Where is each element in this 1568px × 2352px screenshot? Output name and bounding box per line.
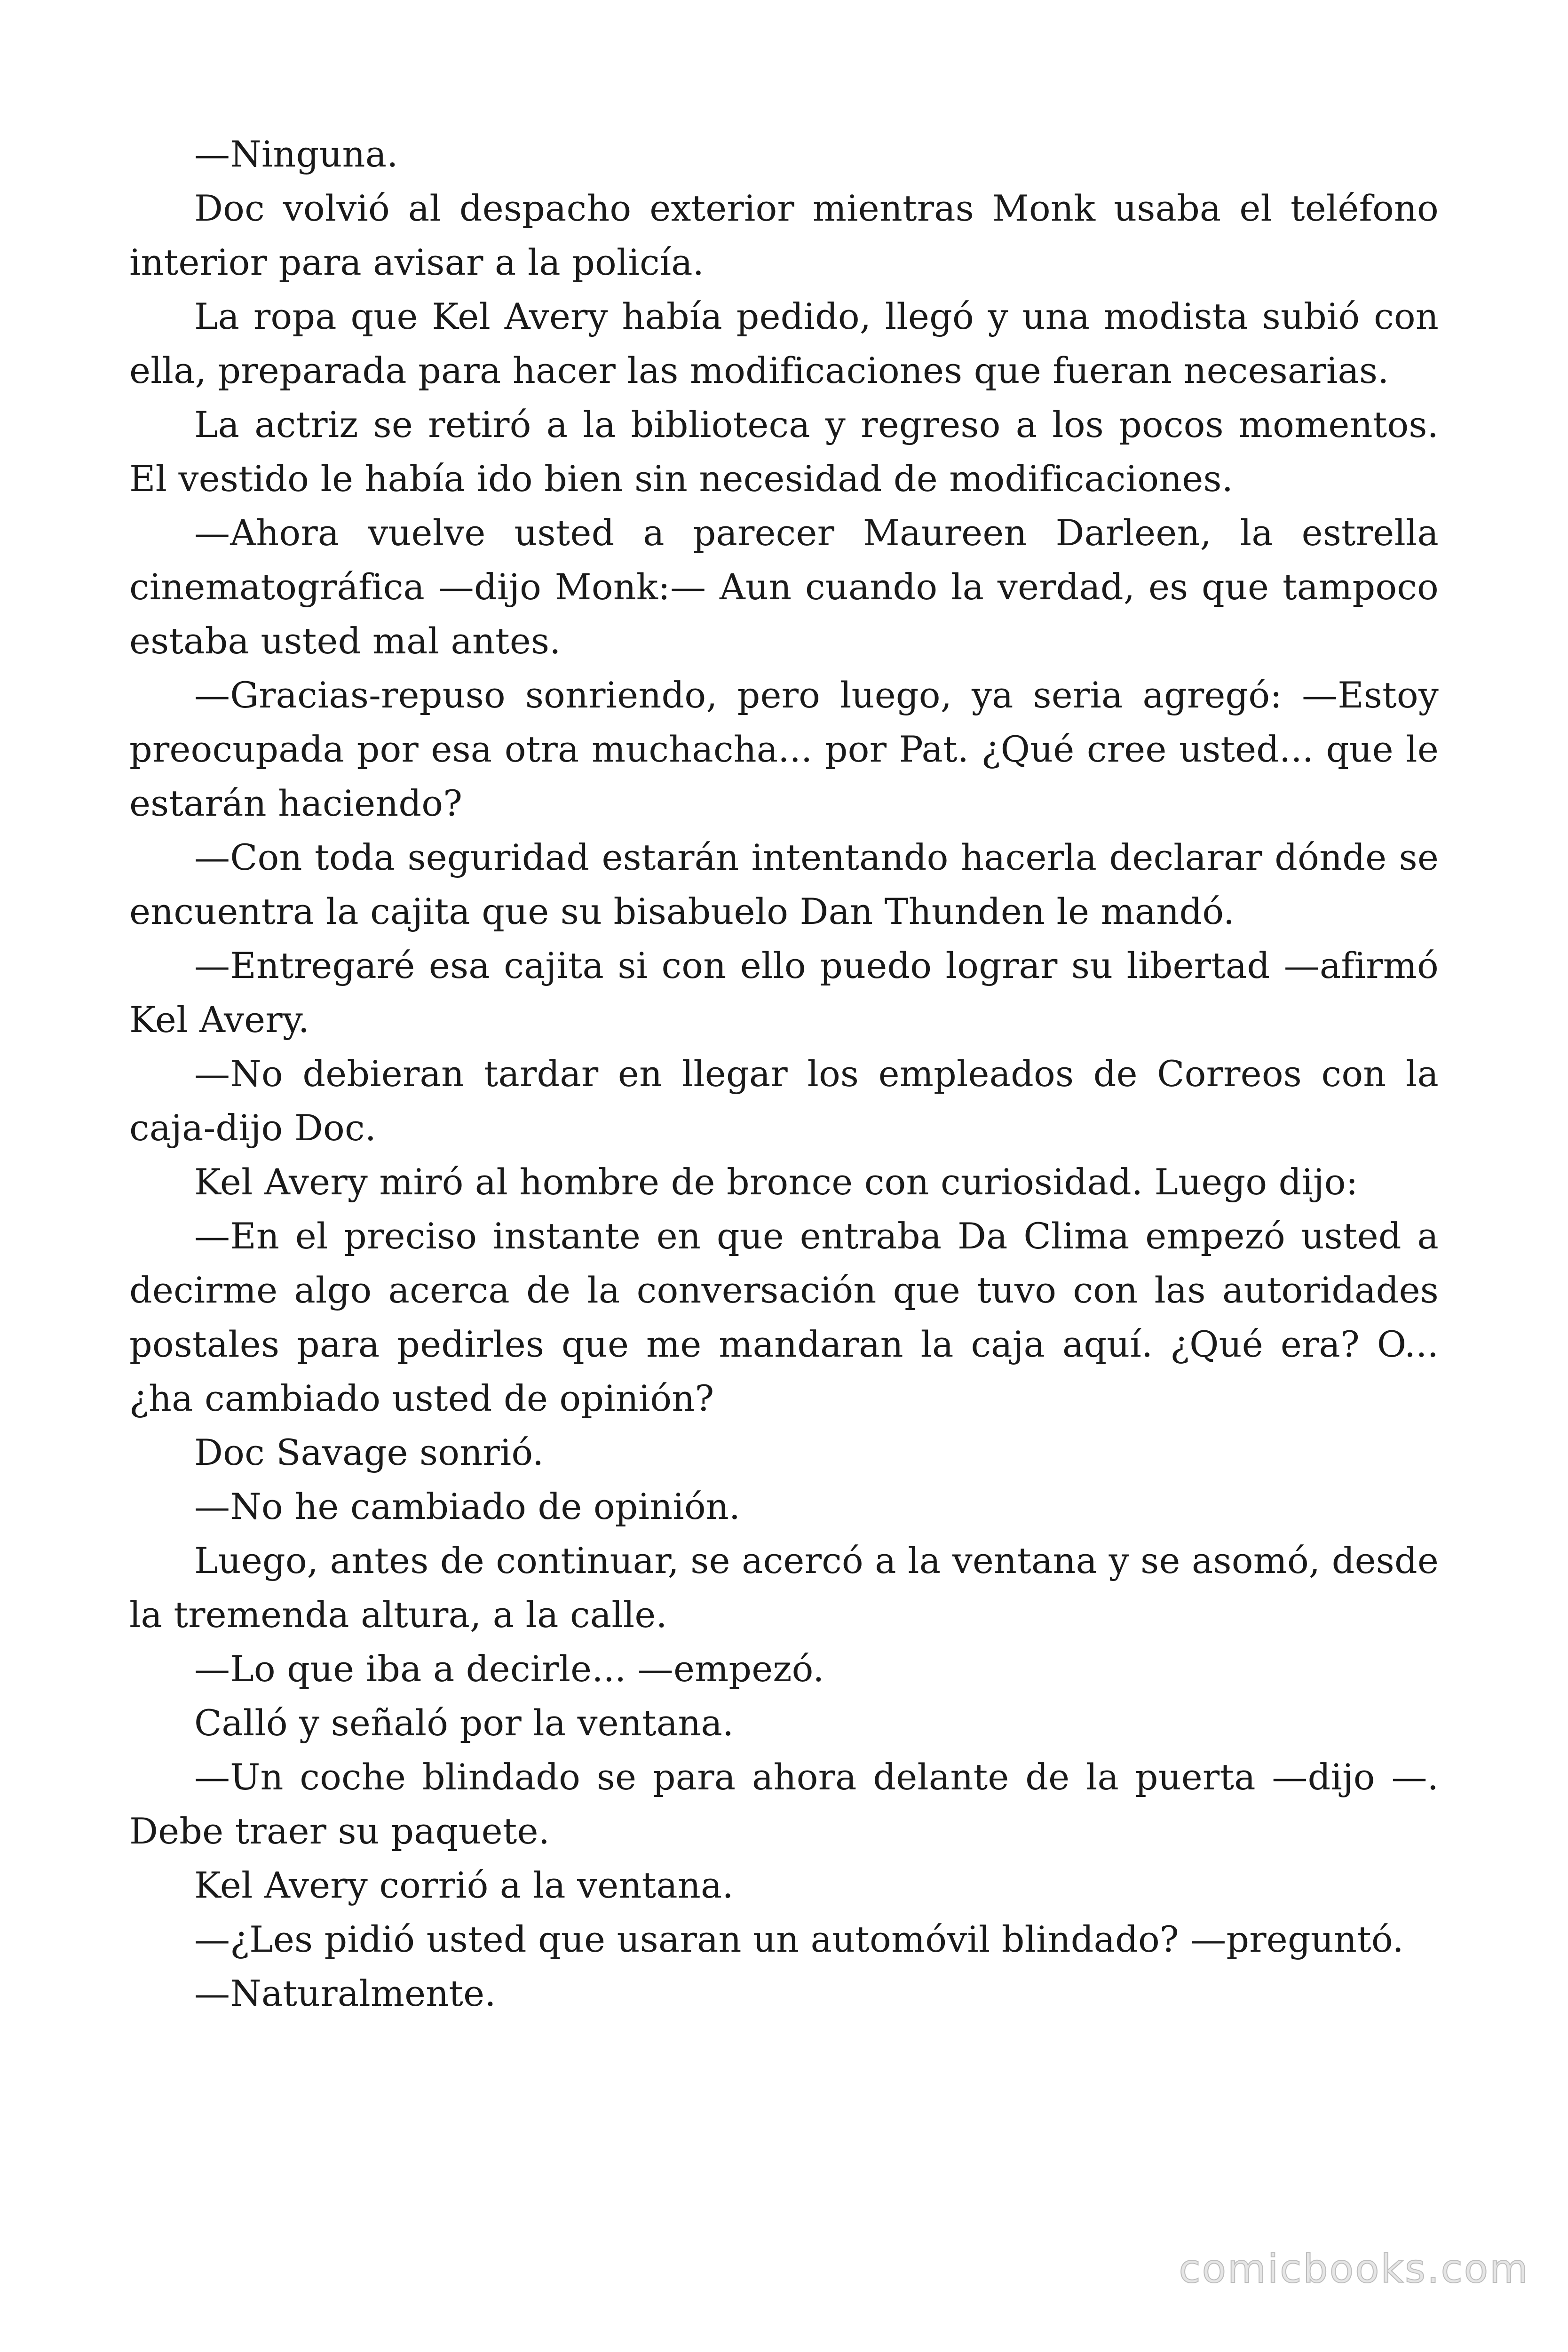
paragraph: Luego, antes de continuar, se acercó a la ventana y se asomó, desde la tremenda altura, a la calle. (129, 1540, 1439, 1636)
paragraph: —No he cambiado de opinión. (194, 1486, 741, 1527)
paragraph: Doc Savage sonrió. (194, 1431, 544, 1473)
watermark: comicbooks.com (1179, 2246, 1529, 2292)
paragraph: La actriz se retiró a la biblioteca y regreso a los pocos momentos. El vestido le había ido bien sin necesidad de modificaciones. (129, 404, 1439, 500)
paragraph: —¿Les pidió usted que usaran un automóvil blindado? —preguntó. (194, 1918, 1404, 1960)
paragraph: Doc volvió al despacho exterior mientras Monk usaba el teléfono interior para avisar a la policía. (129, 187, 1439, 283)
paragraph: —Ninguna. (194, 133, 398, 175)
paragraph: Kel Avery corrió a la ventana. (194, 1864, 734, 1906)
paragraph: Calló y señaló por la ventana. (194, 1702, 734, 1744)
paragraph: —Entregaré esa cajita si con ello puedo lograr su libertad —afirmó Kel Avery. (129, 945, 1439, 1041)
paragraph: —Lo que iba a decirle... —empezó. (194, 1648, 824, 1690)
paragraph: Kel Avery miró al hombre de bronce con curiosidad. Luego dijo: (194, 1161, 1358, 1203)
paragraph: —Gracias-repuso sonriendo, pero luego, ya seria agregó: —Estoy preocupada por esa otra muchacha... por Pat. ¿Qué cree usted... que le estarán haciendo? (129, 674, 1439, 824)
paragraph: —Con toda seguridad estarán intentando hacerla declarar dónde se encuentra la cajita que su bisabuelo Dan Thunden le mandó. (129, 836, 1439, 932)
paragraph: —En el preciso instante en que entraba Da Clima empezó usted a decirme algo acerca de la conversación que tuvo con las autoridades postales para pedirles que me mandaran la caja aquí. ¿Qué era? O... ¿ha cambiado usted de opinión? (129, 1215, 1439, 1419)
paragraph: —Ahora vuelve usted a parecer Maureen Darleen, la estrella cinematográfica —dijo Monk:— Aun cuando la verdad, es que tampoco estaba usted mal antes. (129, 512, 1439, 662)
paragraph: —Un coche blindado se para ahora delante de la puerta —dijo —. Debe traer su paquete. (129, 1756, 1439, 1852)
paragraph: —Naturalmente. (194, 1972, 496, 2014)
paragraph: —No debieran tardar en llegar los empleados de Correos con la caja-dijo Doc. (129, 1053, 1439, 1149)
page-body (129, 127, 1439, 2020)
paragraph: La ropa que Kel Avery había pedido, llegó y una modista subió con ella, preparada para hacer las modificaciones que fueran necesarias. (129, 295, 1439, 391)
